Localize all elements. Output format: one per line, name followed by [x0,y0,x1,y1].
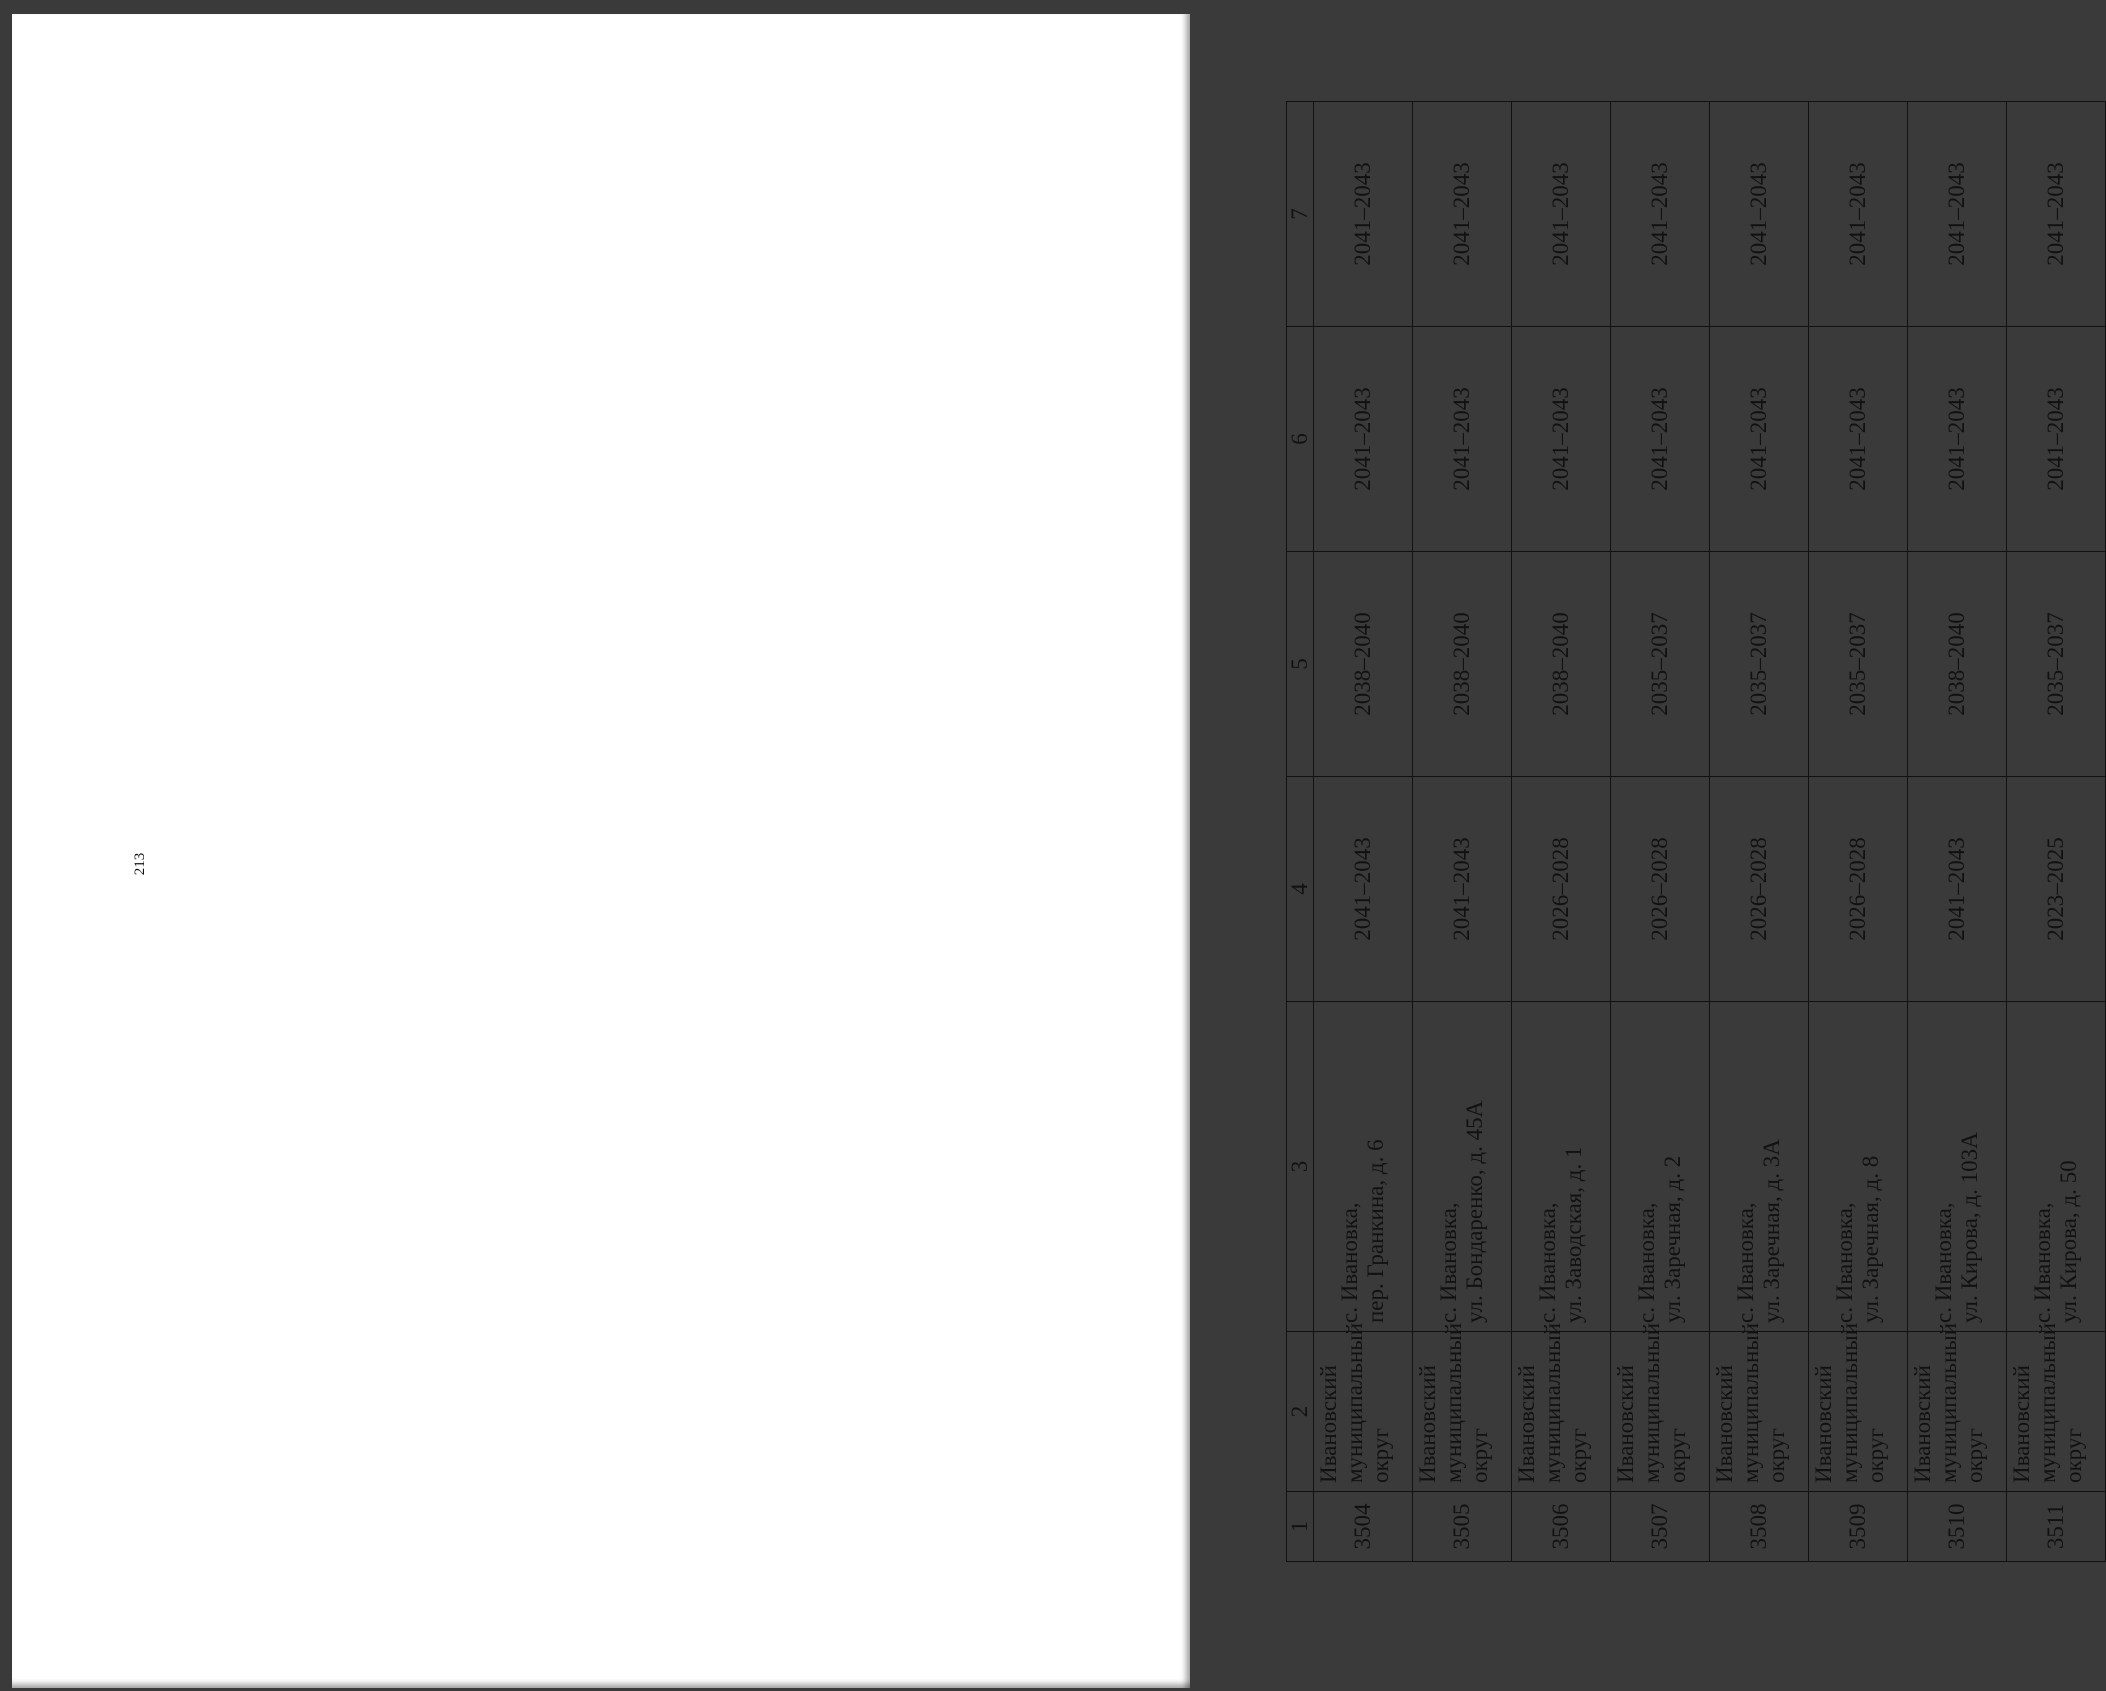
district-line: муниципальный [1341,1322,1367,1483]
period-col-5: 2035–2037 [1809,552,1908,777]
district-line: округ [1664,1428,1690,1483]
district-line: муниципальный [1935,1322,1961,1483]
period-col-4: 2041–2043 [1413,777,1512,1002]
district-line: округ [1466,1428,1492,1483]
address-line: ул. Заречная, д. 8 [1858,1155,1883,1323]
address-line: ул. Заречная, д. 2 [1660,1155,1685,1323]
period-col-4: 2026–2028 [1809,777,1908,1002]
period-col-6: 2041–2043 [1611,327,1710,552]
row-id: 3508 [1710,1492,1809,1562]
column-number: 3 [1287,1002,1314,1332]
period-col-7: 2041–2043 [1908,102,2007,327]
period-col-7: 2041–2043 [1413,102,1512,327]
address-cell [1314,1002,1413,1332]
table-row [1314,102,1413,1562]
column-number: 1 [1287,1492,1314,1562]
district-line: муниципальный [1638,1322,1664,1483]
district-cell [1710,1322,1809,1492]
district-line: Ивановский [1316,1365,1341,1483]
table-row [1413,102,1512,1562]
period-col-4: 2026–2028 [1512,777,1611,1002]
district-cell [1611,1322,1710,1492]
period-col-5: 2035–2037 [2007,552,2106,777]
address-cell [1710,1002,1809,1332]
address-line: с. Ивановка, [1931,1202,1957,1323]
address-line: ул. Кирова, д. 50 [2056,1160,2081,1323]
table-row [1710,102,1809,1562]
table-row [2007,102,2106,1562]
address-line: ул. Заречная, д. 3А [1759,1139,1784,1323]
district-line: округ [1763,1428,1789,1483]
address-line: с. Ивановка, [1733,1202,1759,1323]
period-col-6: 2041–2043 [1908,327,2007,552]
period-col-5: 2038–2040 [1413,552,1512,777]
period-col-7: 2041–2043 [1314,102,1413,327]
address-cell [1512,1002,1611,1332]
document-page [12,14,2086,1688]
period-col-7: 2041–2043 [1809,102,1908,327]
column-number-row [1287,102,1314,1562]
address-line: ул. Заводская, д. 1 [1561,1146,1586,1323]
period-col-7: 2041–2043 [1512,102,1611,327]
period-col-4: 2023–2025 [2007,777,2106,1002]
address-line: пер. Гранкина, д. 6 [1363,1139,1388,1323]
period-col-6: 2041–2043 [1710,327,1809,552]
address-line: с. Ивановка, [1535,1202,1561,1323]
address-line: с. Ивановка, [1832,1202,1858,1323]
address-cell [2007,1002,2106,1332]
page-number: 213 [132,852,148,876]
district-line: муниципальный [1440,1322,1466,1483]
table-row [1908,102,2007,1562]
district-line: муниципальный [2034,1322,2060,1483]
column-number: 7 [1287,102,1314,327]
district-line: муниципальный [1737,1322,1763,1483]
row-id: 3505 [1413,1492,1512,1562]
period-col-4: 2041–2043 [1314,777,1413,1002]
district-cell [1512,1322,1611,1492]
district-line: округ [1565,1428,1591,1483]
district-line: Ивановский [2009,1365,2034,1483]
address-line: с. Ивановка, [1436,1202,1462,1323]
row-id: 3510 [1908,1492,2007,1562]
address-cell [1611,1002,1710,1332]
district-line: округ [1862,1428,1888,1483]
district-cell [1413,1322,1512,1492]
column-number: 4 [1287,777,1314,1002]
address-line: с. Ивановка, [1337,1202,1363,1323]
district-line: Ивановский [1415,1365,1440,1483]
period-col-5: 2035–2037 [1710,552,1809,777]
district-line: Ивановский [1910,1365,1935,1483]
district-cell [2007,1322,2106,1492]
period-col-4: 2026–2028 [1611,777,1710,1002]
address-line: ул. Кирова, д. 103А [1957,1132,1982,1323]
address-line: ул. Бондаренко, д. 45А [1462,1100,1487,1323]
period-col-5: 2038–2040 [1314,552,1413,777]
table-row [1512,102,1611,1562]
column-number: 5 [1287,552,1314,777]
district-line: Ивановский [1613,1365,1638,1483]
row-id: 3504 [1314,1492,1413,1562]
table-row [1809,102,1908,1562]
district-cell [1809,1322,1908,1492]
period-col-6: 2041–2043 [1809,327,1908,552]
table-row [1611,102,1710,1562]
period-col-6: 2041–2043 [1413,327,1512,552]
rotated-table-wrapper [1286,102,2106,1562]
district-line: Ивановский [1712,1365,1737,1483]
schedule-table [1286,101,2106,1562]
district-line: муниципальный [1836,1322,1862,1483]
district-cell [1908,1322,2007,1492]
period-col-6: 2041–2043 [1314,327,1413,552]
period-col-6: 2041–2043 [1512,327,1611,552]
district-line: округ [2060,1428,2086,1483]
district-line: округ [1961,1428,1987,1483]
period-col-6: 2041–2043 [2007,327,2106,552]
row-id: 3507 [1611,1492,1710,1562]
period-col-7: 2041–2043 [1611,102,1710,327]
address-cell [1809,1002,1908,1332]
period-col-5: 2035–2037 [1611,552,1710,777]
district-cell [1314,1322,1413,1492]
period-col-4: 2041–2043 [1908,777,2007,1002]
period-col-5: 2038–2040 [1908,552,2007,777]
row-id: 3506 [1512,1492,1611,1562]
district-line: Ивановский [1811,1365,1836,1483]
period-col-7: 2041–2043 [2007,102,2106,327]
period-col-4: 2026–2028 [1710,777,1809,1002]
address-cell [1413,1002,1512,1332]
row-id: 3511 [2007,1492,2106,1562]
district-line: округ [1367,1428,1393,1483]
column-number: 2 [1287,1332,1314,1492]
period-col-7: 2041–2043 [1710,102,1809,327]
district-line: муниципальный [1539,1322,1565,1483]
address-line: с. Ивановка, [2030,1202,2056,1323]
address-cell [1908,1002,2007,1332]
column-number: 6 [1287,327,1314,552]
address-line: с. Ивановка, [1634,1202,1660,1323]
district-line: Ивановский [1514,1365,1539,1483]
period-col-5: 2038–2040 [1512,552,1611,777]
row-id: 3509 [1809,1492,1908,1562]
